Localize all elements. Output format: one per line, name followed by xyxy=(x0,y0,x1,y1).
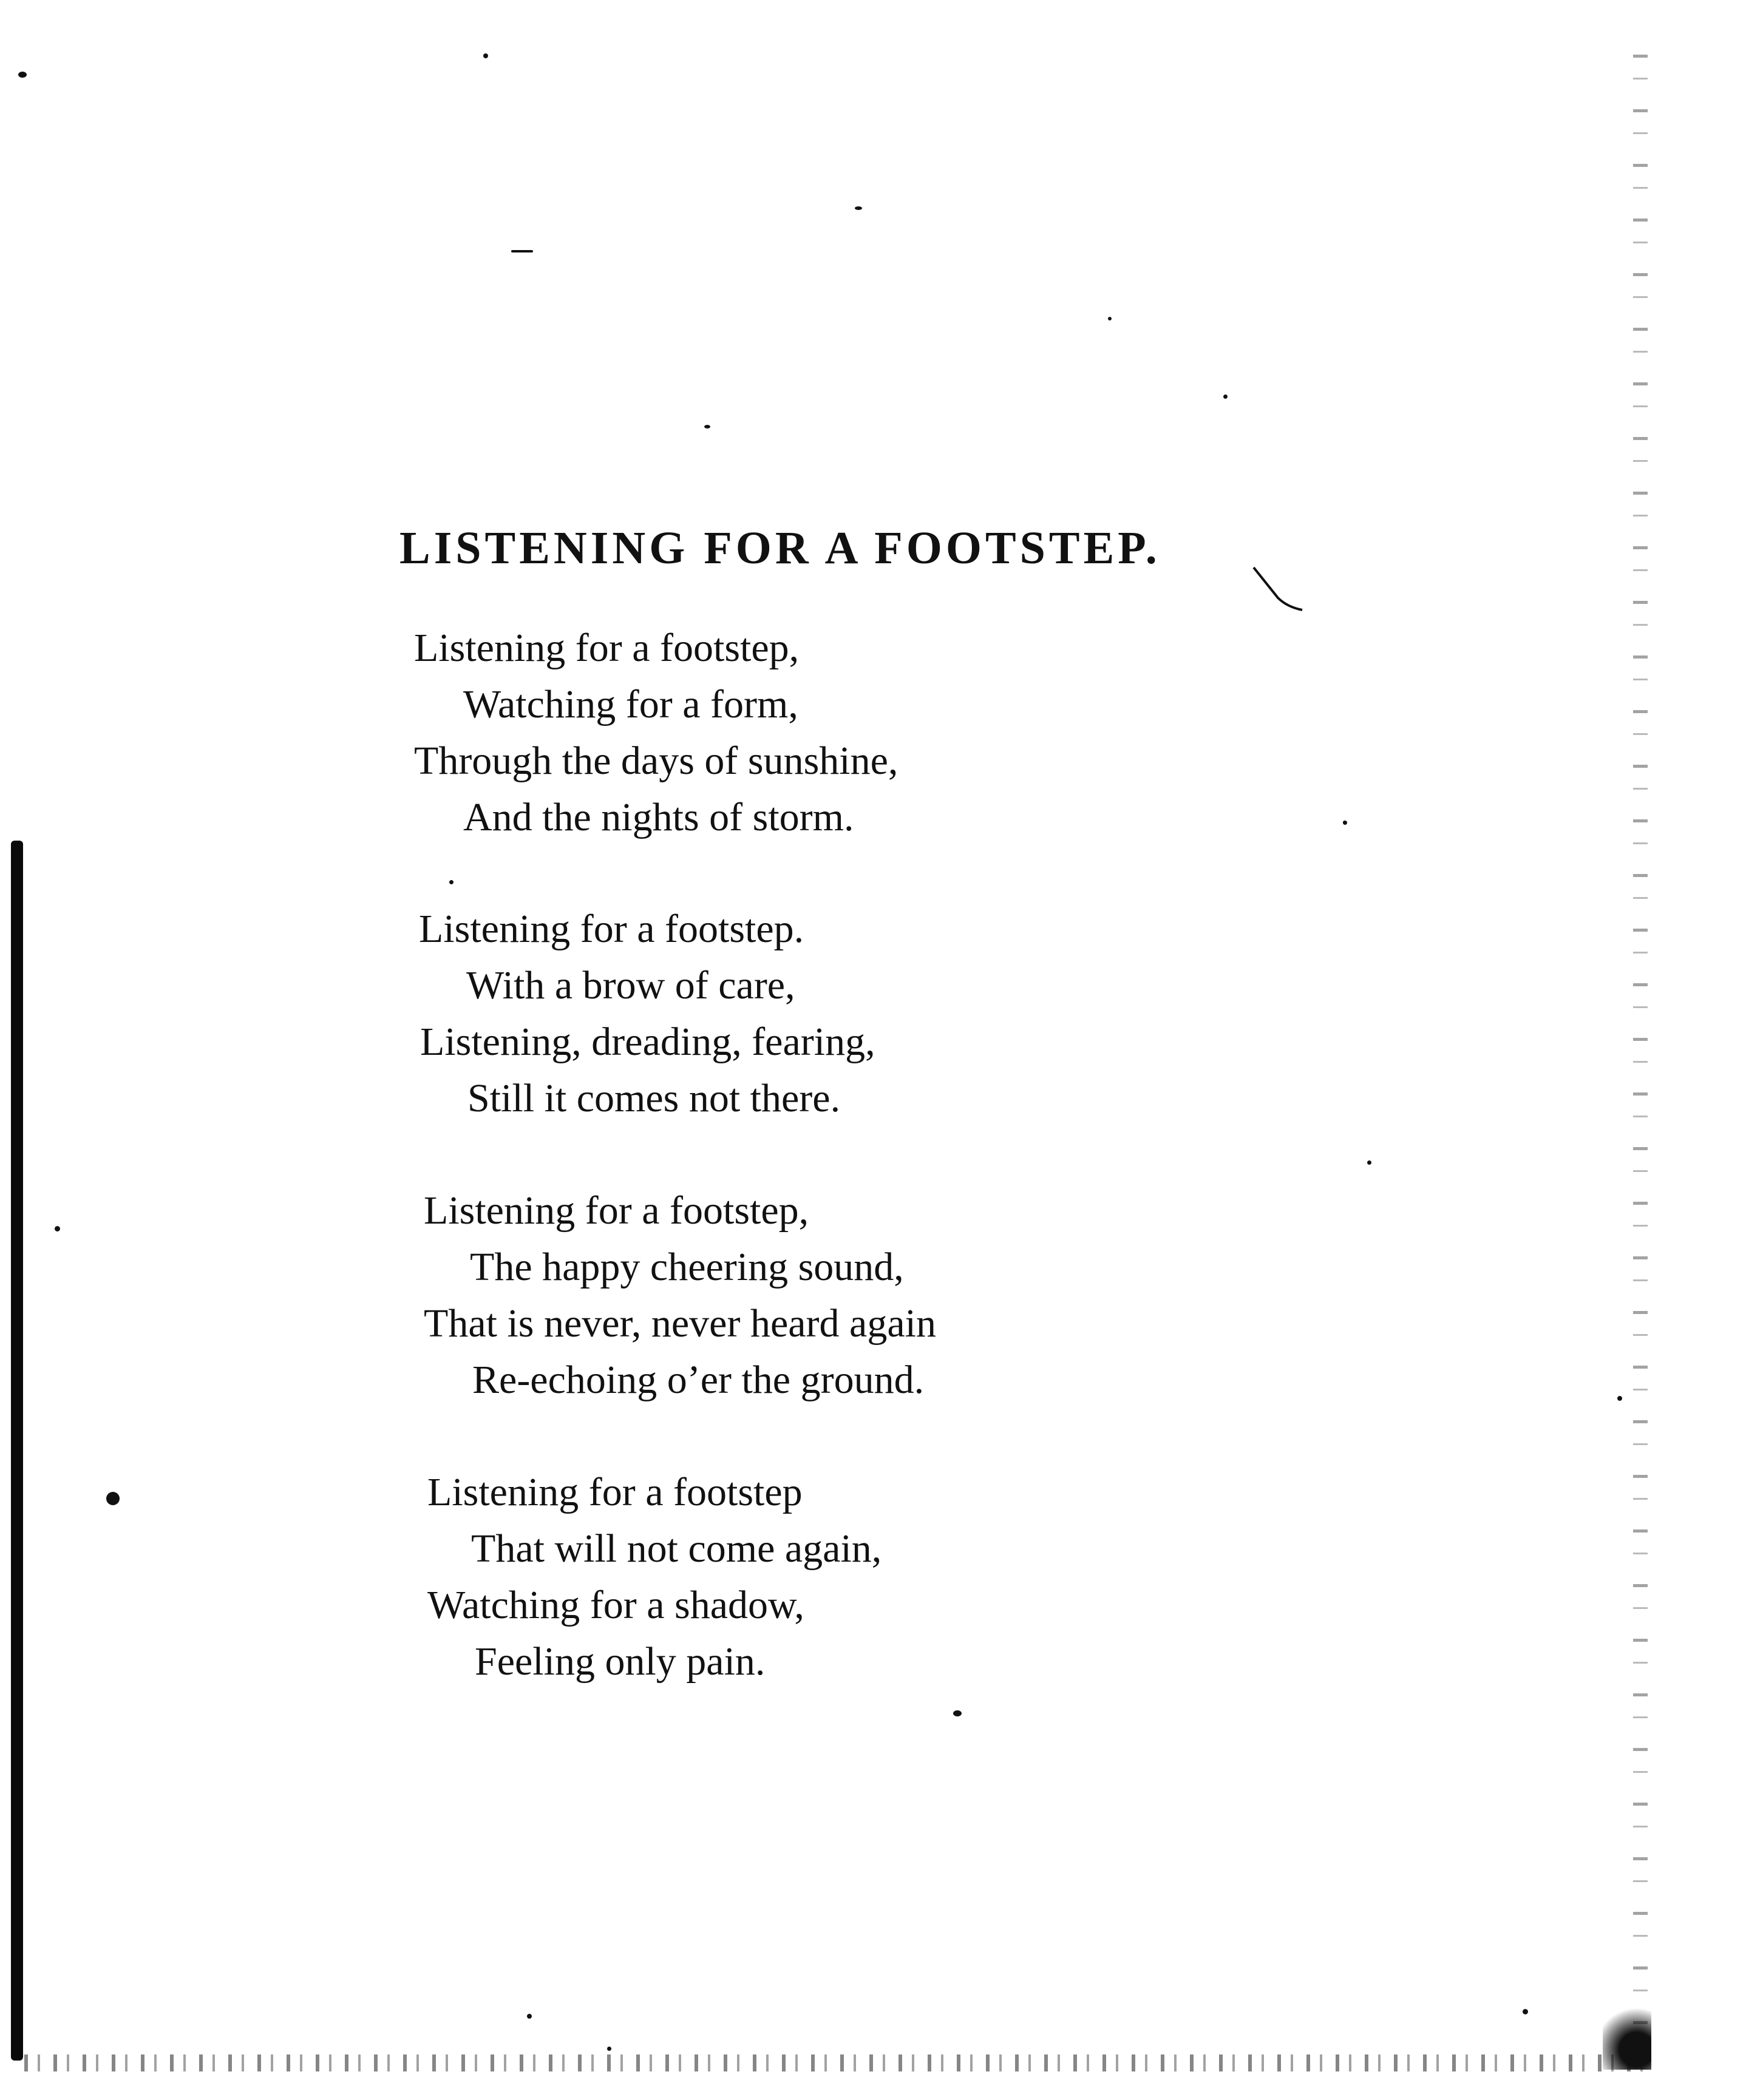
scan-edge-bottom xyxy=(24,2054,1651,2071)
poem-line: Listening for a footstep xyxy=(427,1470,803,1514)
speck xyxy=(483,53,488,58)
speck xyxy=(1343,821,1347,824)
poem-line: Watching for a form, xyxy=(463,682,798,727)
poem-line: Listening for a footstep. xyxy=(419,907,804,951)
speck xyxy=(1523,2009,1528,2014)
speck xyxy=(18,72,27,78)
poem-line: That will not come again, xyxy=(471,1526,882,1571)
poem-line: Listening for a footstep, xyxy=(424,1188,809,1233)
speck xyxy=(106,1492,120,1505)
scan-edge-right xyxy=(1633,55,1648,2058)
scan-corner-smudge xyxy=(1603,2003,1651,2070)
poem-line: Re-echoing o’er the ground. xyxy=(472,1358,925,1402)
poem-line: That is never, never heard again xyxy=(424,1301,936,1346)
speck xyxy=(953,1710,962,1716)
poem-line: Listening for a footstep, xyxy=(414,626,800,670)
stray-mark xyxy=(1251,564,1305,613)
poem-line: Listening, dreading, fearing, xyxy=(420,1020,875,1064)
speck xyxy=(449,880,453,884)
speck xyxy=(527,2014,532,2019)
speck xyxy=(1108,317,1112,320)
speck xyxy=(1223,395,1228,399)
poem-line: With a brow of care, xyxy=(466,963,795,1008)
poem-line: Still it comes not there. xyxy=(467,1076,841,1120)
speck xyxy=(511,250,533,252)
poem-line: And the nights of storm. xyxy=(463,795,854,839)
speck xyxy=(1617,1396,1622,1401)
scan-edge-left xyxy=(11,841,23,2061)
poem-line: The happy cheering sound, xyxy=(470,1245,904,1289)
speck xyxy=(855,206,862,210)
poem-line: Through the days of sunshine, xyxy=(414,739,898,783)
poem-line: Watching for a shadow, xyxy=(427,1583,804,1627)
speck xyxy=(55,1226,60,1231)
speck xyxy=(607,2047,611,2051)
speck xyxy=(704,425,710,428)
speck xyxy=(1367,1160,1371,1165)
poem-title: LISTENING FOR A FOOTSTEP. xyxy=(399,523,1161,574)
poem-line: Feeling only pain. xyxy=(475,1639,766,1684)
